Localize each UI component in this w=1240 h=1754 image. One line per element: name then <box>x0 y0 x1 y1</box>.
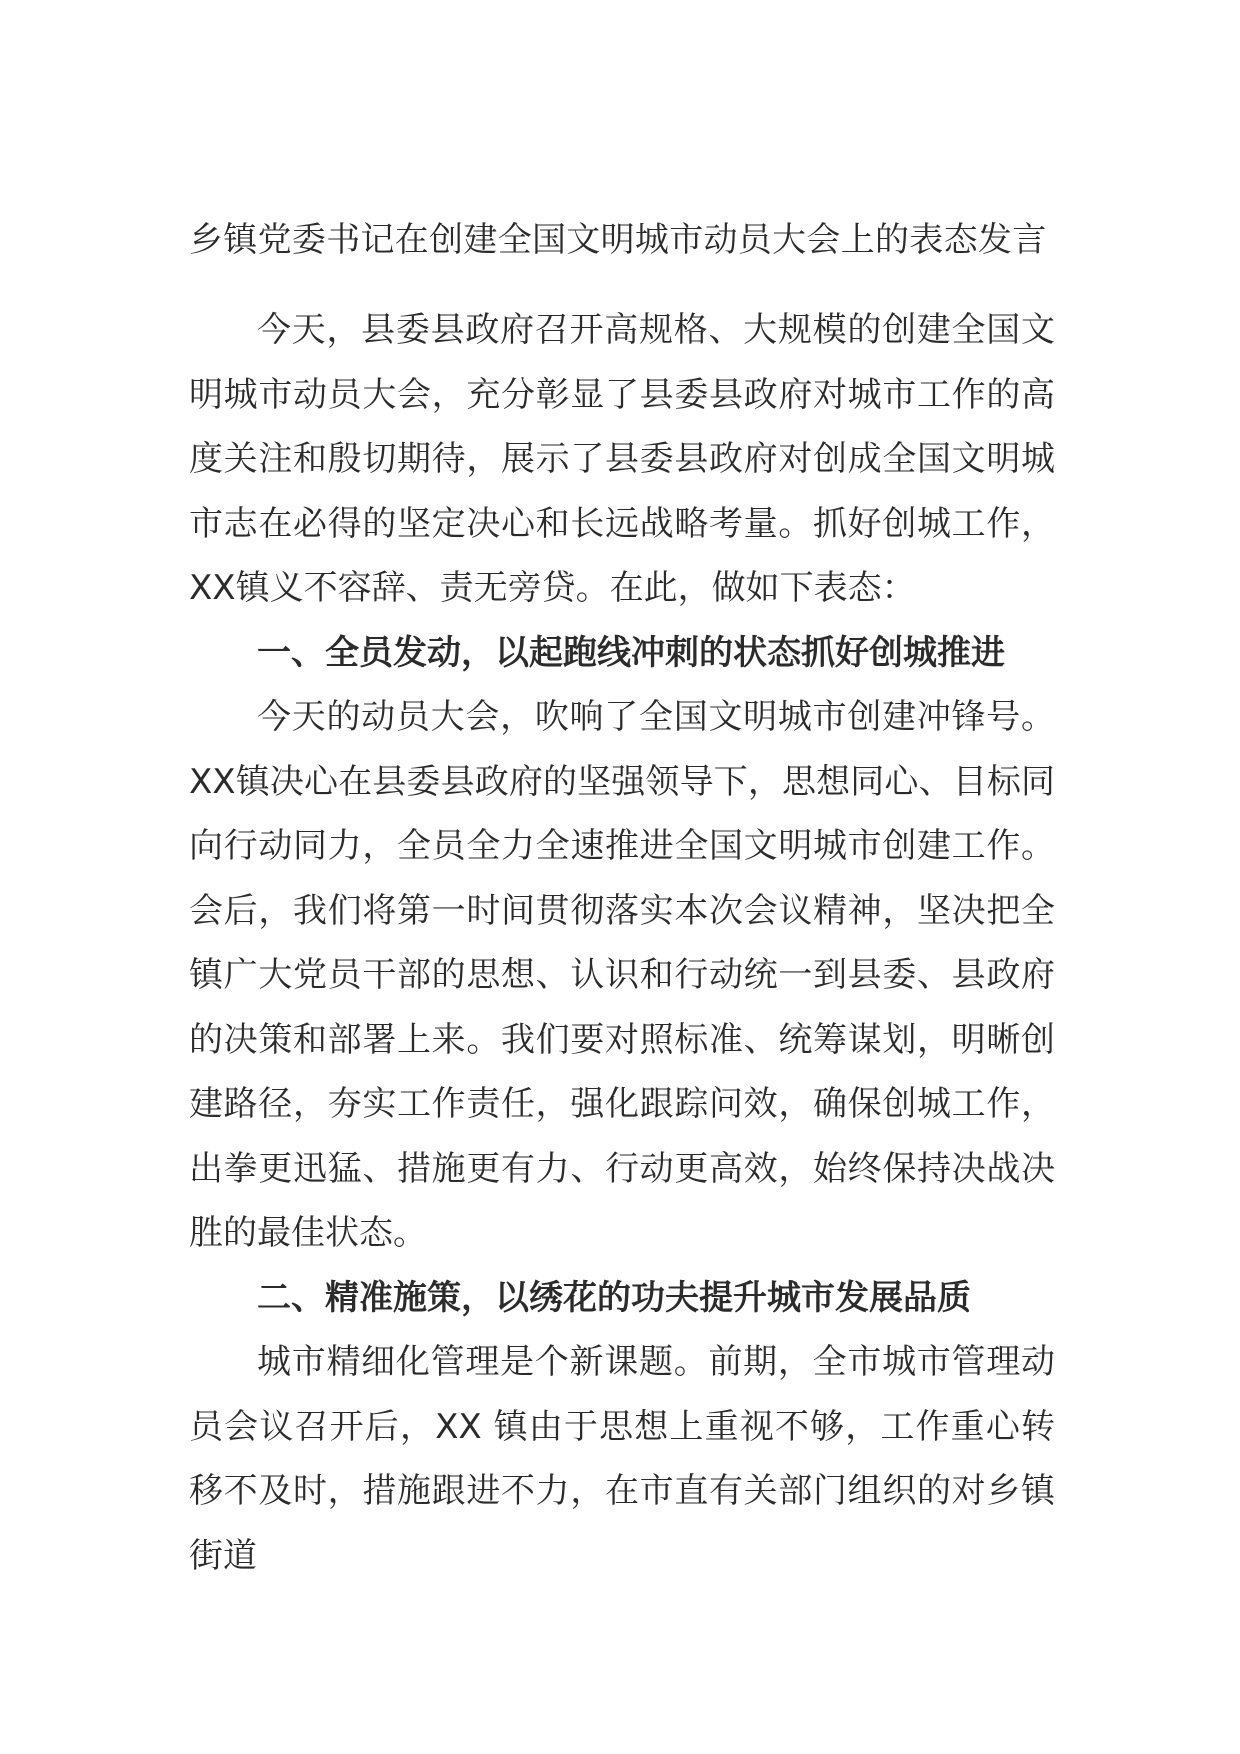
section-1-paragraph: 今天的动员大会，吹响了全国文明城市创建冲锋号。XX镇决心在县委县政府的坚强领导下，思想同心、目标同向行动同力，全员全力全速推进全国文明城市创建工作。会后，我们将第一时间贯彻落实本次会议精神，坚决把全镇广大党员干部的思想、认识和行动统一到县委、县政府的决策和部署上来。我们要对照标准、统筹谋划，明晰创建路径，夯实工作责任，强化跟踪问效，确保创城工作，出拳更迅猛、措施更有力、行动更高效，始终保持决战决胜的最佳状态。 <box>189 697 1055 1253</box>
section-1-heading: 一、全员发动，以起跑线冲刺的状态抓好创城推进 <box>257 632 1005 673</box>
section-2-heading: 二、精准施策，以绣花的功夫提升城市发展品质 <box>257 1277 971 1318</box>
document-body <box>189 298 1055 1588</box>
section-2-paragraph: 城市精细化管理是个新课题。前期，全市城市管理动员会议召开后，XX 镇由于思想上重视不够，工作重心转移不及时，措施跟进不力，在市直有关部门组织的对乡镇街道 <box>189 1342 1055 1576</box>
document-title: 乡镇党委书记在创建全国文明城市动员大会上的表态发言 <box>189 220 1047 260</box>
intro-paragraph: 今天，县委县政府召开高规格、大规模的创建全国文明城市动员大会，充分彰显了县委县政府对城市工作的高度关注和殷切期待，展示了县委县政府对创成全国文明城市志在必得的坚定决心和长远战略考量。抓好创城工作，XX镇义不容辞、责无旁贷。在此，做如下表态： <box>189 310 1055 608</box>
